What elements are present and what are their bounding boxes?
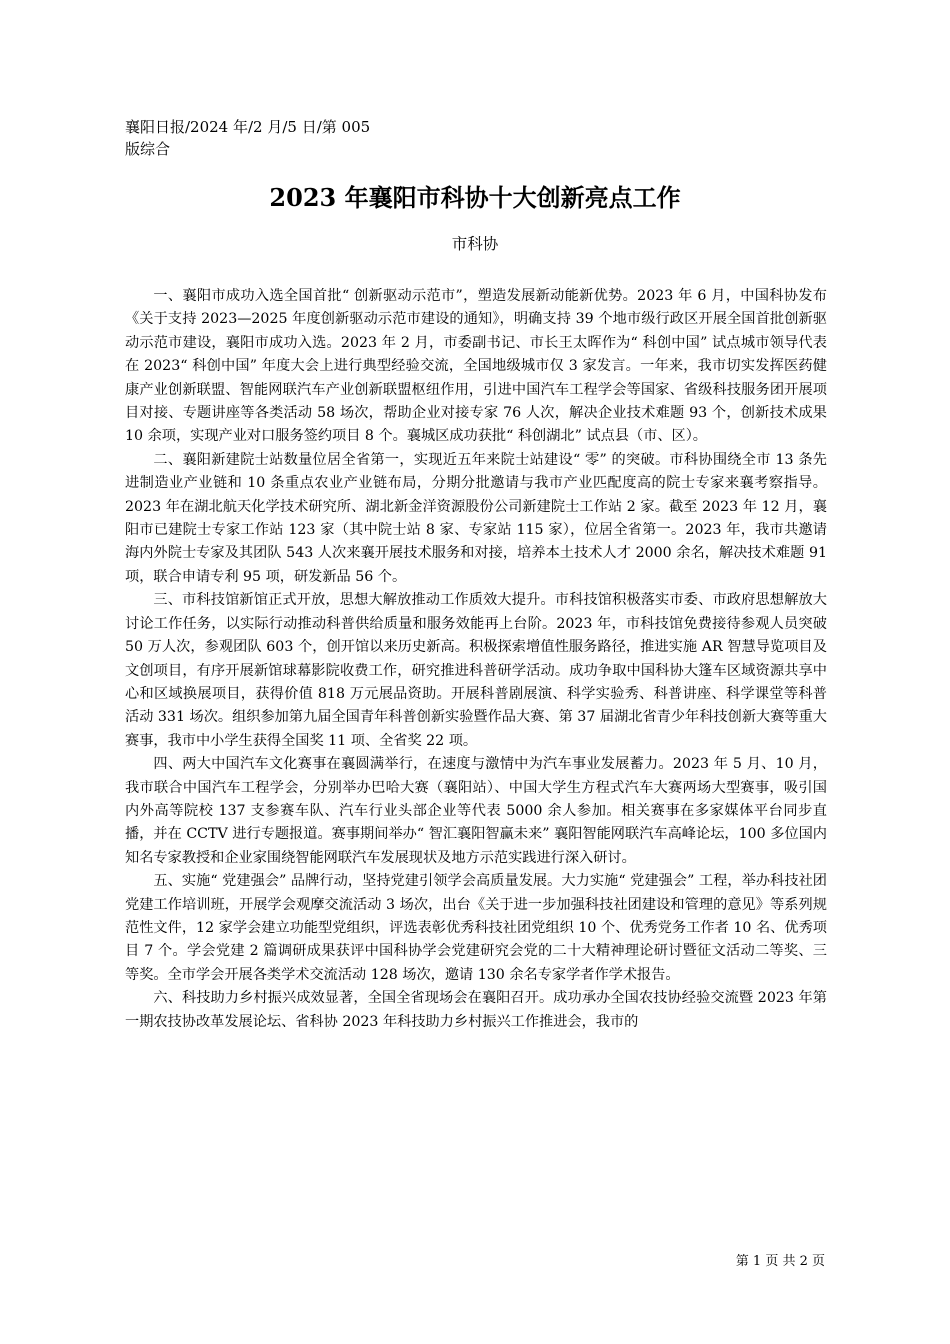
source-info [125,116,385,160]
paragraph-4: 四、两大中国汽车文化赛事在襄圆满举行，在速度与激情中为汽车事业发展蓄力。2023 年 5 月、10 月，我市联合中国汽车工程学会，分别举办巴哈大赛（襄阳站）、中国大学生方程式汽车大赛两场大型赛事，吸引国内外高等院校 137 支参赛车队、汽车行业头部企业等代表 5000 余人参加。相关赛事在多家媒体平台同步直播，并在 CCTV 进行专题报道。赛事期间举办“ 智汇襄阳智赢未来” 襄阳智能网联汽车高峰论坛，100 多位国内知名专家教授和企业家围绕智能网联汽车发展现状及地方示范实践进行深入研讨。 [125,756,827,866]
article-body [125,285,827,1034]
article-author: 市科协 [451,235,499,253]
source-line: 襄阳日报/2024 年/2 月/5 日/第 005 [125,118,371,136]
article-title: 2023 年襄阳市科协十大创新亮点工作 [269,183,681,212]
source-line-section: 版综合 [125,140,171,158]
paragraph-6: 六、科技助力乡村振兴成效显著，全国全省现场会在襄阳召开。成功承办全国农技协经验交流暨 2023 年第一期农技协改革发展论坛、省科协 2023 年科技助力乡村振兴工作推进会，我市的 [125,990,827,1030]
paragraph-3: 三、市科技馆新馆正式开放，思想大解放推动工作质效大提升。市科技馆积极落实市委、市政府思想解放大讨论工作任务，以实际行动推动科普供给质量和服务效能再上台阶。2023 年，市科技馆免费接待参观人员突破 50 万人次，参观团队 603 个，创开馆以来历史新高。积极探索增值性服务路径，推进实施 AR 智慧导览项目及文创项目，有序开展新馆球幕影院收费工作，研究推进科普研学活动。成功争取中国科协大篷车区域资源共享中心和区域换展项目，获得价值 818 万元展品资助。开展科普剧展演、科学实验秀、科普讲座、科学课堂等科普活动 331 场次。组织参加第九届全国青年科普创新实验暨作品大赛、第 37 届湖北省青少年科技创新大赛等重大赛事，我市中小学生获得全国奖 11 项、全省奖 22 项。 [125,592,827,749]
paragraph-1: 一、襄阳市成功入选全国首批“ 创新驱动示范市”，塑造发展新动能新优势。2023 年 6 月，中国科协发布《关于支持 2023—2025 年度创新驱动示范市建设的通知》，明确支持 39 个地市级行政区开展全国首批创新驱动示范市建设，襄阳市成功入选。2023 年 2 月，市委副书记、市长王太晖作为“ 科创中国” 试点城市领导代表在 2023“ 科创中国” 年度大会上进行典型经验交流，全国地级城市仅 3 家发言。一年来，我市切实发挥医药健康产业创新联盟、智能网联汽车产业创新联盟枢纽作用，引进中国汽车工程学会等国家、省级科技服务团开展项目对接、专题讲座等各类活动 58 场次，帮助企业对接专家 76 人次，解决企业技术难题 93 个，创新技术成果 10 余项，实现产业对口服务签约项目 8 个。襄城区成功获批“ 科创湖北” 试点县（市、区）。 [125,288,827,445]
paragraph-2: 二、襄阳新建院士站数量位居全省第一，实现近五年来院士站建设“ 零” 的突破。市科协围绕全市 13 条先进制造业产业链和 10 条重点农业产业链布局，分期分批邀请与我市产业匹配度高的院士专家来襄考察指导。2023 年在湖北航天化学技术研究所、湖北新金洋资源股份公司新建院士工作站 2 家。截至 2023 年 12 月，襄阳市已建院士专家工作站 123 家（其中院士站 8 家、专家站 115 家），位居全省第一。2023 年，我市共邀请海内外院士专家及其团队 543 人次来襄开展技术服务和对接，培养本土技术人才 2000 余名，解决技术难题 91 项，联合申请专利 95 项，研发新品 56 个。 [125,451,827,585]
page-number: 第 1 页 共 2 页 [735,1254,825,1269]
paragraph-5: 五、实施“ 党建强会” 品牌行动，坚持党建引领学会高质量发展。大力实施“ 党建强会” 工程，举办科技社团党建工作培训班，开展学会观摩交流活动 3 场次，出台《关于进一步加强科技社团建设和管理的意见》等系列规范性文件，12 家学会建立功能型党组织，评选表彰优秀科技社团党组织 10 个、优秀党务工作者 10 名、优秀项目 7 个。学会党建 2 篇调研成果获评中国科协学会党建研究会党的二十大精神理论研讨暨征文活动二等奖、三等奖。全市学会开展各类学术交流活动 128 场次，邀请 130 余名专家学者作学术报告。 [125,873,827,983]
